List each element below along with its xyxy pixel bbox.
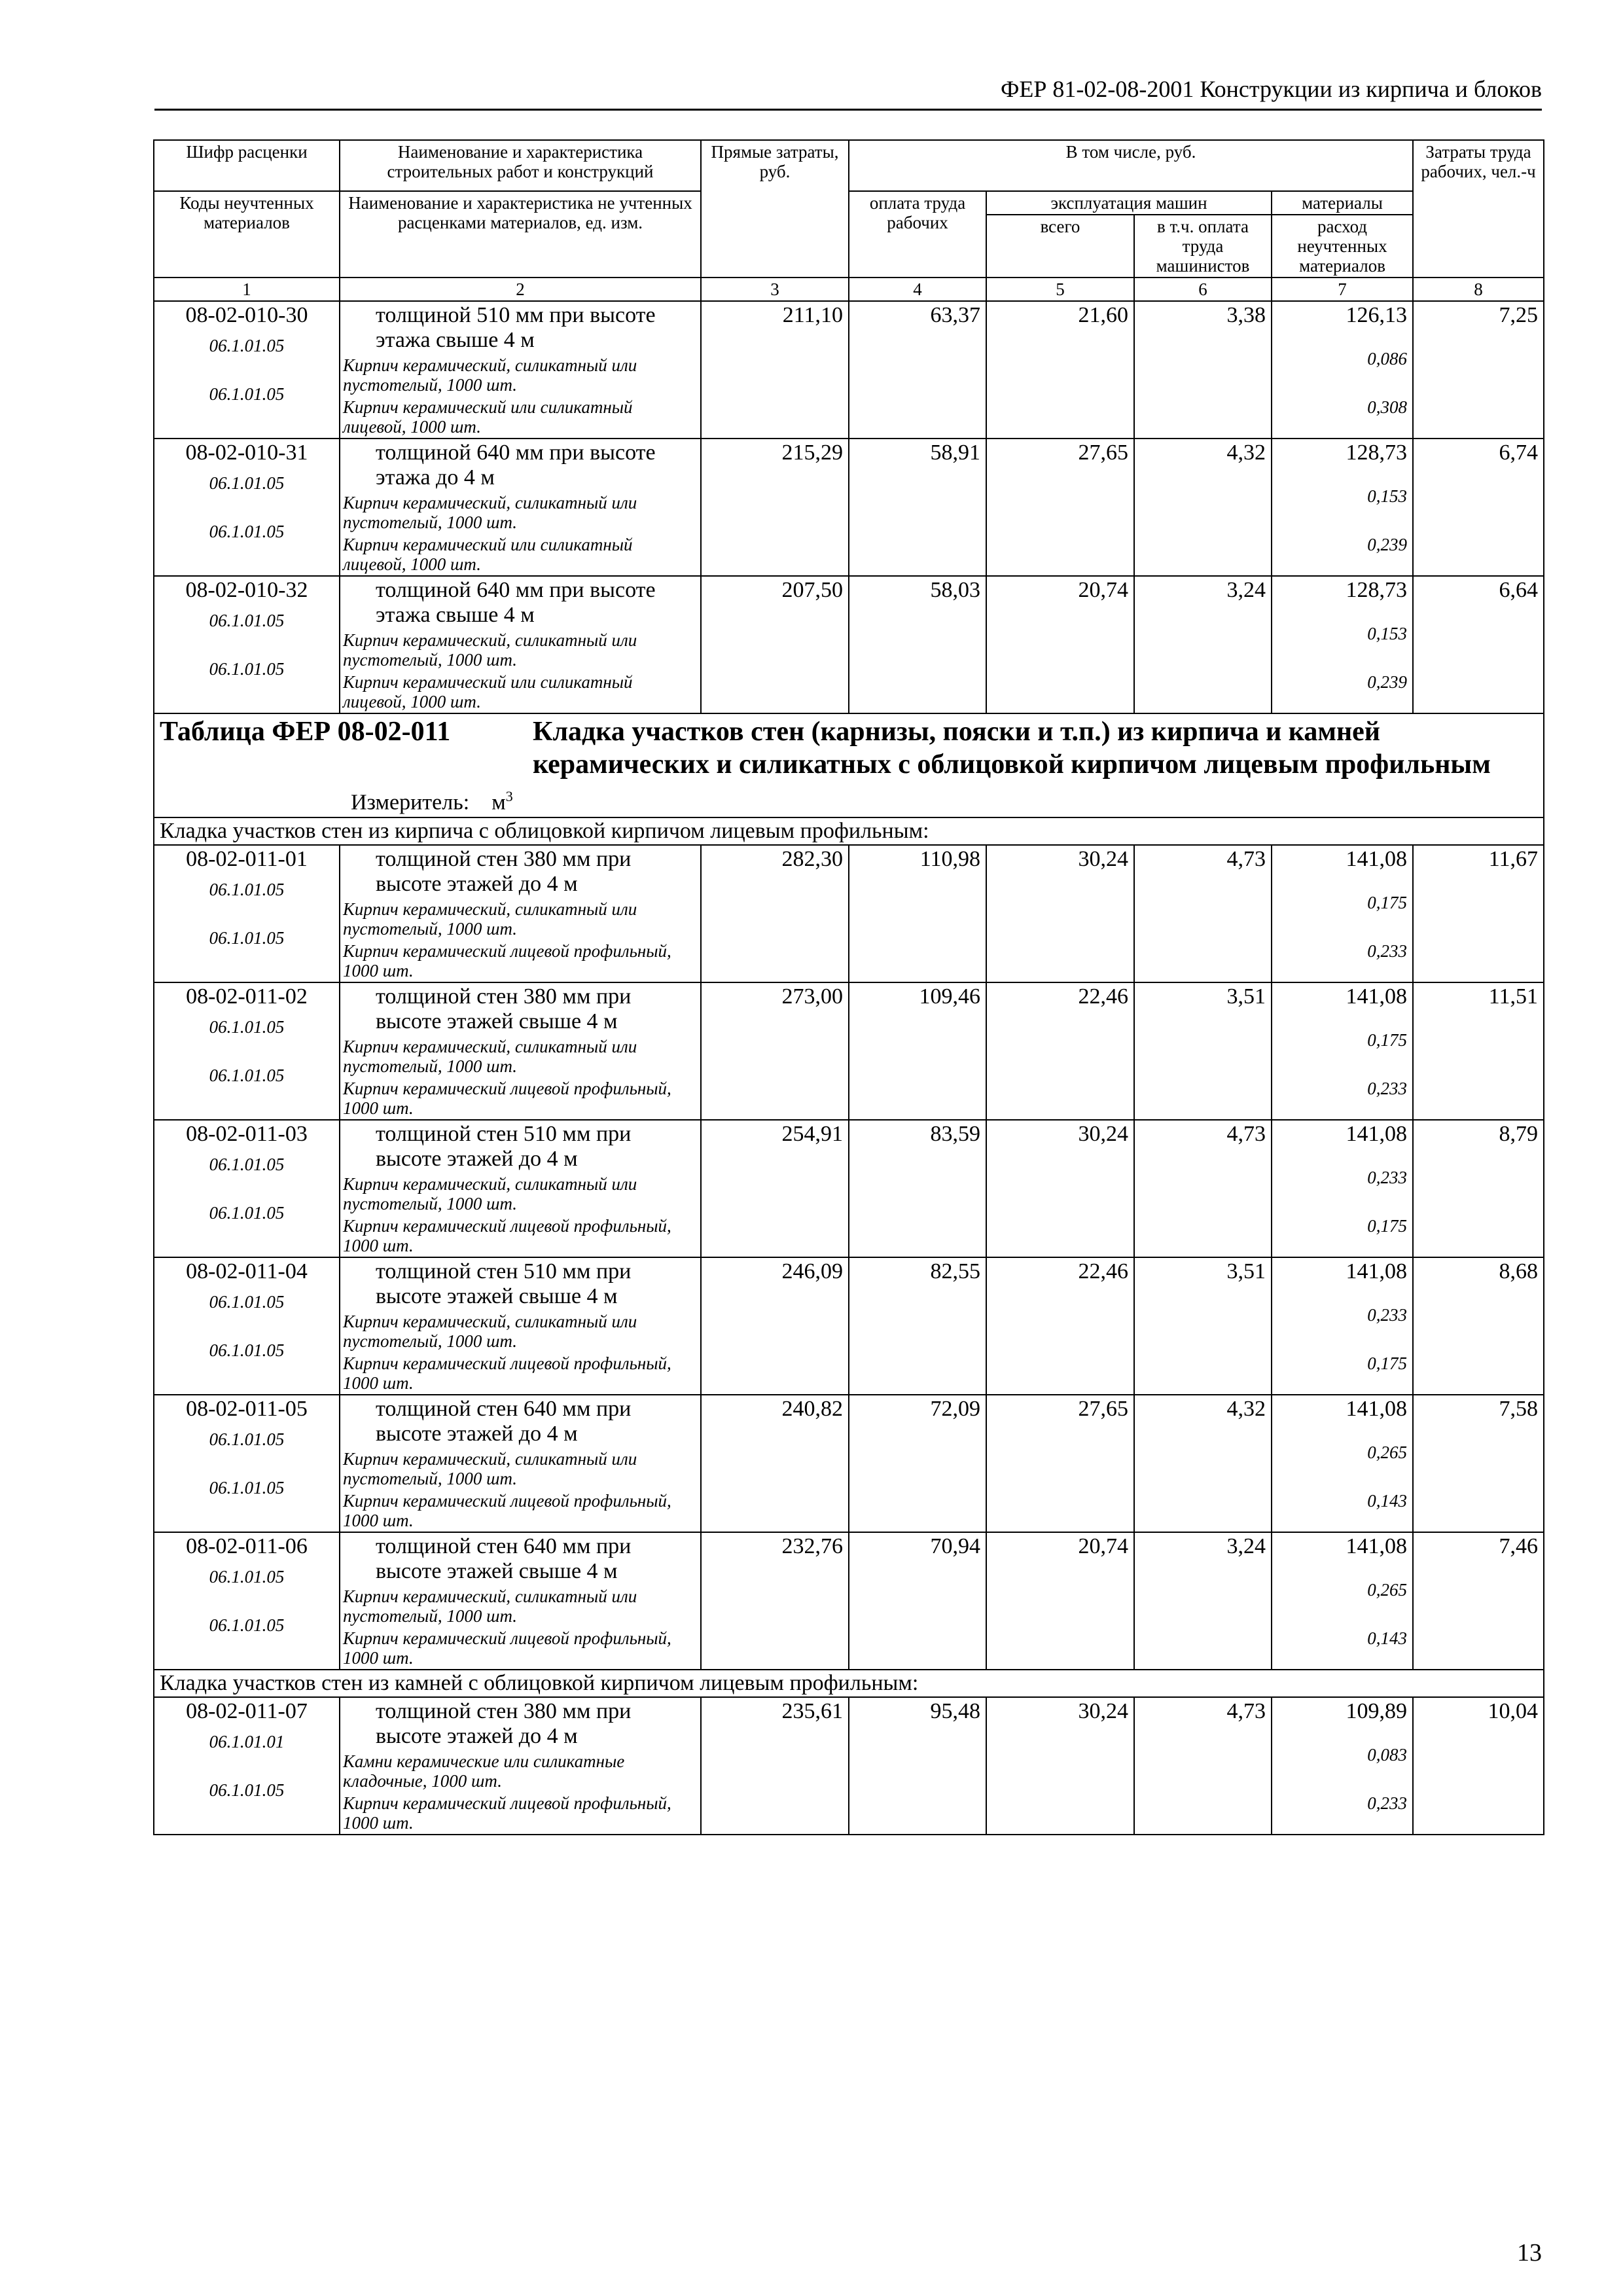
material-qty: 0,143	[1367, 1628, 1408, 1649]
material-qty: 0,175	[1367, 1354, 1408, 1374]
labor-hours: 7,46	[1413, 1532, 1544, 1670]
machinist-pay: 4,73	[1134, 1120, 1272, 1257]
material-name: Кирпич керамический лицевой профильный, 1000 шт.	[343, 1793, 671, 1833]
table-row	[154, 1532, 1544, 1670]
work-name	[372, 303, 695, 353]
measure	[351, 783, 1538, 816]
machines-total: 22,46	[986, 982, 1134, 1120]
rate-code: 08-02-010-31	[185, 440, 308, 465]
header-rule	[154, 109, 1542, 111]
header-materials-usage: расход неучтенных материалов	[1272, 215, 1413, 278]
direct-costs: 240,82	[701, 1395, 849, 1532]
materials-cost: 141,08	[1346, 847, 1408, 872]
rate-code: 08-02-011-02	[186, 984, 308, 1009]
machinist-pay: 3,38	[1134, 301, 1272, 439]
work-name-line: толщиной стен 640 мм при	[376, 1534, 632, 1559]
machinist-pay: 3,51	[1134, 1257, 1272, 1395]
material-qty: 0,265	[1367, 1443, 1408, 1463]
machinist-pay: 4,73	[1134, 1697, 1272, 1835]
work-name-line: толщиной 640 мм при высоте	[376, 440, 656, 465]
work-name-line: толщиной 640 мм при высоте	[376, 578, 656, 602]
materials-cell	[1272, 982, 1413, 1120]
material-name: Кирпич керамический, силикатный или пустотелый, 1000 шт.	[343, 1587, 637, 1626]
machinist-pay: 4,32	[1134, 439, 1272, 576]
machines-total: 21,60	[986, 301, 1134, 439]
work-name-line: этажа до 4 м	[376, 465, 495, 490]
materials-cost: 128,73	[1346, 440, 1408, 465]
labor-pay: 83,59	[849, 1120, 986, 1257]
material-name: Камни керамические или силикатные кладочные, 1000 шт.	[343, 1751, 625, 1791]
table-row	[154, 982, 1544, 1120]
code-cell	[154, 301, 340, 439]
direct-costs: 246,09	[701, 1257, 849, 1395]
running-head: ФЕР 81-02-08-2001 Конструкции из кирпича и блоков	[1000, 76, 1542, 102]
rate-code: 08-02-011-04	[186, 1259, 308, 1284]
header-machines-total: всего	[986, 215, 1134, 278]
section-row	[154, 817, 1544, 845]
header-materials: материалы	[1272, 191, 1413, 215]
direct-costs: 215,29	[701, 439, 849, 576]
measure-unit: м	[491, 790, 506, 815]
col-number: 8	[1413, 278, 1544, 301]
material-code: 06.1.01.05	[209, 1429, 285, 1450]
machinist-pay: 3,24	[1134, 1532, 1272, 1670]
col-number: 5	[986, 278, 1134, 301]
work-name	[372, 1122, 695, 1172]
material-qty: 0,233	[1367, 1793, 1408, 1814]
header-machines: эксплуатация машин	[986, 191, 1272, 215]
material-name: Кирпич керамический лицевой профильный, 1000 шт.	[343, 1079, 671, 1119]
labor-hours: 11,51	[1413, 982, 1544, 1120]
machines-total: 20,74	[986, 1532, 1134, 1670]
name-cell	[340, 1395, 701, 1532]
work-name-line: толщиной 510 мм при высоте	[376, 303, 656, 327]
work-name-line: толщиной стен 380 мм при	[376, 847, 632, 872]
header-machinist-pay: в т.ч. оплата труда машинистов	[1134, 215, 1272, 278]
header-labor-pay: оплата труда рабочих	[849, 191, 986, 278]
materials-cell	[1272, 1532, 1413, 1670]
col-number: 6	[1134, 278, 1272, 301]
code-cell	[154, 982, 340, 1120]
code-cell	[154, 1120, 340, 1257]
header-work-name: Наименование и характеристика строительных работ и конструкций	[340, 140, 701, 191]
labor-hours: 8,68	[1413, 1257, 1544, 1395]
labor-pay: 110,98	[849, 845, 986, 982]
material-qty: 0,153	[1367, 624, 1408, 643]
material-code: 06.1.01.05	[209, 1066, 285, 1086]
rate-code: 08-02-011-01	[186, 847, 308, 872]
machinist-pay: 4,32	[1134, 1395, 1272, 1532]
machines-total: 30,24	[986, 1120, 1134, 1257]
code-cell	[154, 1257, 340, 1395]
labor-hours: 7,58	[1413, 1395, 1544, 1532]
name-cell	[340, 1532, 701, 1670]
direct-costs: 282,30	[701, 845, 849, 982]
header-cipher: Шифр расценки	[154, 140, 340, 191]
materials-cost: 141,08	[1346, 1397, 1408, 1422]
code-cell	[154, 576, 340, 713]
material-name: Кирпич керамический или силикатный лицевой, 1000 шт.	[343, 397, 633, 437]
material-code: 06.1.01.05	[209, 1155, 285, 1175]
work-name-line: высоте этажей до 4 м	[376, 1422, 578, 1446]
rate-code: 08-02-010-32	[185, 578, 308, 602]
machines-total: 30,24	[986, 1697, 1134, 1835]
name-cell	[340, 576, 701, 713]
header-row-1	[154, 140, 1544, 191]
code-cell	[154, 1395, 340, 1532]
code-cell	[154, 1697, 340, 1835]
labor-hours: 10,04	[1413, 1697, 1544, 1835]
material-name: Кирпич керамический лицевой профильный, 1000 шт.	[343, 1491, 671, 1531]
materials-cell	[1272, 1697, 1413, 1835]
header-row-2	[154, 191, 1544, 215]
labor-pay: 82,55	[849, 1257, 986, 1395]
work-name-line: толщиной стен 510 мм при	[376, 1259, 632, 1284]
machines-total: 22,46	[986, 1257, 1134, 1395]
material-qty: 0,083	[1367, 1745, 1408, 1765]
table-row	[154, 1120, 1544, 1257]
labor-hours: 7,25	[1413, 301, 1544, 439]
table-title-row	[154, 713, 1544, 817]
code-cell	[154, 439, 340, 576]
table-row	[154, 439, 1544, 576]
labor-pay: 95,48	[849, 1697, 986, 1835]
work-name-line: высоте этажей свыше 4 м	[376, 1284, 618, 1309]
materials-cell	[1272, 301, 1413, 439]
name-cell	[340, 439, 701, 576]
material-qty: 0,153	[1367, 486, 1408, 506]
material-qty: 0,233	[1367, 1168, 1408, 1188]
material-name: Кирпич керамический, силикатный или пустотелый, 1000 шт.	[343, 630, 637, 670]
work-name-line: толщиной стен 380 мм при	[376, 984, 632, 1009]
material-name: Кирпич керамический, силикатный или пустотелый, 1000 шт.	[343, 1174, 637, 1214]
table-title	[160, 715, 1538, 781]
material-name: Кирпич керамический, силикатный или пустотелый, 1000 шт.	[343, 1449, 637, 1489]
materials-cell	[1272, 439, 1413, 576]
machinist-pay: 3,24	[1134, 576, 1272, 713]
section-title: Кладка участков стен из камней с облицовкой кирпичом лицевым профильным:	[154, 1670, 1544, 1697]
header-labor-costs: Затраты труда рабочих, чел.-ч	[1413, 140, 1544, 278]
work-name-line: высоте этажей свыше 4 м	[376, 1559, 618, 1584]
material-qty: 0,175	[1367, 1216, 1408, 1236]
table-row	[154, 1257, 1544, 1395]
materials-cost: 126,13	[1346, 303, 1408, 327]
name-cell	[340, 1697, 701, 1835]
material-code: 06.1.01.05	[209, 1203, 285, 1223]
section-row	[154, 1670, 1544, 1697]
table-row	[154, 301, 1544, 439]
material-code: 06.1.01.05	[209, 659, 285, 679]
rates-table	[153, 139, 1544, 1835]
labor-pay: 109,46	[849, 982, 986, 1120]
material-name: Кирпич керамический, силикатный или пустотелый, 1000 шт.	[343, 1037, 637, 1077]
header-including: В том числе, руб.	[849, 140, 1413, 191]
material-code: 06.1.01.05	[209, 336, 285, 355]
labor-pay: 63,37	[849, 301, 986, 439]
work-name-line: высоте этажей свыше 4 м	[376, 1009, 618, 1034]
materials-cell	[1272, 1395, 1413, 1532]
labor-pay: 58,03	[849, 576, 986, 713]
material-name: Кирпич керамический, силикатный или пустотелый, 1000 шт.	[343, 355, 637, 395]
material-code: 06.1.01.05	[209, 1292, 285, 1312]
table-id: Таблица ФЕР 08-02-011	[160, 717, 451, 747]
direct-costs: 273,00	[701, 982, 849, 1120]
labor-pay: 70,94	[849, 1532, 986, 1670]
materials-cell	[1272, 1120, 1413, 1257]
work-name-line: высоте этажей до 4 м	[376, 1724, 578, 1749]
material-qty: 0,239	[1367, 672, 1408, 692]
material-name: Кирпич керамический лицевой профильный, 1000 шт.	[343, 941, 671, 981]
machines-total: 27,65	[986, 439, 1134, 576]
material-name: Кирпич керамический лицевой профильный, 1000 шт.	[343, 1216, 671, 1256]
material-name: Кирпич керамический лицевой профильный, 1000 шт.	[343, 1354, 671, 1393]
material-code: 06.1.01.05	[209, 880, 285, 900]
section-title: Кладка участков стен из кирпича с облицовкой кирпичом лицевым профильным:	[154, 817, 1544, 845]
materials-cell	[1272, 1257, 1413, 1395]
work-name	[372, 1534, 695, 1584]
column-numbers-row	[154, 278, 1544, 301]
material-name: Кирпич керамический, силикатный или пустотелый, 1000 шт.	[343, 493, 637, 532]
table-description: Кладка участков стен (карнизы, пояски и т.п.) из кирпича и камней керамических и силикатных с облицовкой кирпичом лицевым профильным	[533, 717, 1491, 780]
labor-pay: 58,91	[849, 439, 986, 576]
page-number: 13	[1517, 2239, 1542, 2267]
work-name	[372, 1259, 695, 1309]
labor-hours: 6,64	[1413, 576, 1544, 713]
name-cell	[340, 845, 701, 982]
col-number: 7	[1272, 278, 1413, 301]
col-number: 4	[849, 278, 986, 301]
material-code: 06.1.01.05	[209, 1567, 285, 1587]
machines-total: 30,24	[986, 845, 1134, 982]
work-name-line: толщиной стен 640 мм при	[376, 1397, 632, 1422]
direct-costs: 232,76	[701, 1532, 849, 1670]
work-name	[372, 984, 695, 1034]
labor-pay: 72,09	[849, 1395, 986, 1532]
col-number: 1	[154, 278, 340, 301]
table-row	[154, 1697, 1544, 1835]
materials-cell	[1272, 576, 1413, 713]
machinist-pay: 4,73	[1134, 845, 1272, 982]
material-qty: 0,175	[1367, 1030, 1408, 1050]
material-qty: 0,239	[1367, 535, 1408, 554]
work-name	[372, 847, 695, 897]
measure-power: 3	[505, 788, 513, 804]
header-material-name: Наименование и характеристика не учтенных расценками материалов, ед. изм.	[340, 191, 701, 278]
material-name: Кирпич керамический или силикатный лицевой, 1000 шт.	[343, 672, 633, 711]
work-name-line: высоте этажей до 4 м	[376, 872, 578, 897]
labor-hours: 11,67	[1413, 845, 1544, 982]
material-code: 06.1.01.05	[209, 473, 285, 493]
direct-costs: 211,10	[701, 301, 849, 439]
work-name	[372, 578, 695, 628]
work-name	[372, 1397, 695, 1446]
material-qty: 0,143	[1367, 1491, 1408, 1511]
work-name-line: этажа свыше 4 м	[376, 603, 535, 627]
rate-code: 08-02-011-06	[186, 1534, 308, 1559]
material-code: 06.1.01.05	[209, 1478, 285, 1498]
name-cell	[340, 301, 701, 439]
materials-cost: 141,08	[1346, 1122, 1408, 1147]
material-name: Кирпич керамический, силикатный или пустотелый, 1000 шт.	[343, 1312, 637, 1352]
material-code: 06.1.01.05	[209, 1017, 285, 1037]
material-qty: 0,233	[1367, 941, 1408, 961]
material-code: 06.1.01.05	[209, 928, 285, 948]
material-code: 06.1.01.05	[209, 384, 285, 404]
material-code: 06.1.01.05	[209, 1780, 285, 1801]
material-code: 06.1.01.01	[209, 1732, 285, 1752]
labor-hours: 8,79	[1413, 1120, 1544, 1257]
work-name	[372, 440, 695, 490]
header-direct-costs: Прямые затраты, руб.	[701, 140, 849, 278]
work-name-line: толщиной стен 510 мм при	[376, 1122, 632, 1147]
material-name: Кирпич керамический, силикатный или пустотелый, 1000 шт.	[343, 899, 637, 939]
material-code: 06.1.01.05	[209, 1615, 285, 1636]
machines-total: 27,65	[986, 1395, 1134, 1532]
col-number: 3	[701, 278, 849, 301]
work-name-line: высоте этажей до 4 м	[376, 1147, 578, 1172]
machines-total: 20,74	[986, 576, 1134, 713]
code-cell	[154, 845, 340, 982]
material-qty: 0,233	[1367, 1305, 1408, 1325]
work-name-line: толщиной стен 380 мм при	[376, 1699, 632, 1724]
header-codes-unaccounted: Коды неучтенных материалов	[154, 191, 340, 278]
material-qty: 0,308	[1367, 397, 1408, 417]
work-name-line: этажа свыше 4 м	[376, 328, 535, 352]
work-name	[372, 1699, 695, 1749]
rate-code: 08-02-011-03	[186, 1122, 308, 1147]
rate-code: 08-02-010-30	[185, 303, 308, 327]
rate-code: 08-02-011-07	[186, 1699, 308, 1724]
machinist-pay: 3,51	[1134, 982, 1272, 1120]
material-qty: 0,086	[1367, 349, 1408, 368]
direct-costs: 207,50	[701, 576, 849, 713]
labor-hours: 6,74	[1413, 439, 1544, 576]
table-row	[154, 1395, 1544, 1532]
name-cell	[340, 982, 701, 1120]
material-name: Кирпич керамический или силикатный лицевой, 1000 шт.	[343, 535, 633, 574]
materials-cost: 109,89	[1346, 1699, 1408, 1724]
materials-cell	[1272, 845, 1413, 982]
material-qty: 0,265	[1367, 1580, 1408, 1600]
rate-code: 08-02-011-05	[186, 1397, 308, 1422]
name-cell	[340, 1257, 701, 1395]
material-name: Кирпич керамический лицевой профильный, 1000 шт.	[343, 1628, 671, 1668]
direct-costs: 235,61	[701, 1697, 849, 1835]
measure-label: Измеритель:	[351, 790, 470, 815]
material-code: 06.1.01.05	[209, 522, 285, 541]
material-code: 06.1.01.05	[209, 611, 285, 630]
material-code: 06.1.01.05	[209, 1340, 285, 1361]
materials-cost: 141,08	[1346, 1534, 1408, 1559]
table-row	[154, 576, 1544, 713]
col-number: 2	[340, 278, 701, 301]
materials-cost: 128,73	[1346, 578, 1408, 602]
table-row	[154, 845, 1544, 982]
materials-cost: 141,08	[1346, 984, 1408, 1009]
materials-cost: 141,08	[1346, 1259, 1408, 1284]
code-cell	[154, 1532, 340, 1670]
material-qty: 0,175	[1367, 893, 1408, 913]
material-qty: 0,233	[1367, 1079, 1408, 1099]
direct-costs: 254,91	[701, 1120, 849, 1257]
name-cell	[340, 1120, 701, 1257]
